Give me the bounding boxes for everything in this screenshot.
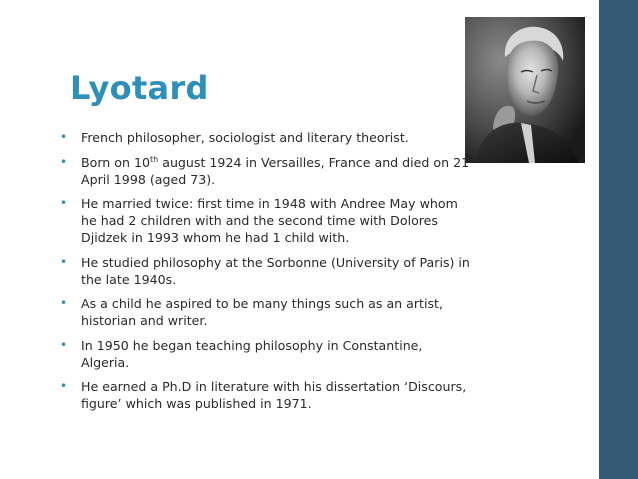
bullet-text: He studied philosophy at the Sorbonne (University of Paris) in the late 1940s. — [81, 254, 470, 287]
slide-title: Lyotard — [70, 69, 209, 107]
bullet-icon: • — [60, 154, 68, 169]
bullet-list — [60, 129, 470, 420]
bullet-item — [60, 154, 470, 188]
bullet-text-post: august 1924 in Versailles, France and died on 21 April 1998 (aged 73). — [81, 154, 470, 187]
right-accent-bar — [599, 0, 638, 479]
bullet-item — [60, 254, 470, 288]
bullet-text: In 1950 he began teaching philosophy in Constantine, Algeria. — [81, 337, 423, 370]
bullet-superscript: th — [150, 154, 159, 164]
bullet-text: He married twice: first time in 1948 with Andree May whom he had 2 children with and the second time with Dolores Djidzek in 1993 whom he had 1 child with. — [81, 196, 458, 245]
bullet-icon: • — [60, 379, 68, 393]
bullet-icon: • — [60, 130, 68, 144]
bullet-text: French philosopher, sociologist and literary theorist. — [81, 130, 409, 145]
bullet-text: He earned a Ph.D in literature with his dissertation ‘Discours, figure’ which was published in 1971. — [81, 379, 467, 411]
bullet-item — [60, 129, 470, 146]
bullet-item — [60, 195, 470, 246]
bullet-text: As a child he aspired to be many things such as an artist, historian and writer. — [81, 296, 443, 328]
bullet-icon: • — [60, 254, 68, 269]
portrait-image — [465, 17, 585, 163]
bullet-item — [60, 295, 470, 329]
portrait-photo — [465, 17, 585, 163]
bullet-icon: • — [60, 196, 68, 210]
bullet-icon: • — [60, 337, 68, 352]
bullet-item — [60, 337, 470, 371]
bullet-text-pre: Born on 10 — [81, 154, 151, 170]
bullet-icon: • — [60, 296, 68, 310]
bullet-item — [60, 378, 470, 412]
